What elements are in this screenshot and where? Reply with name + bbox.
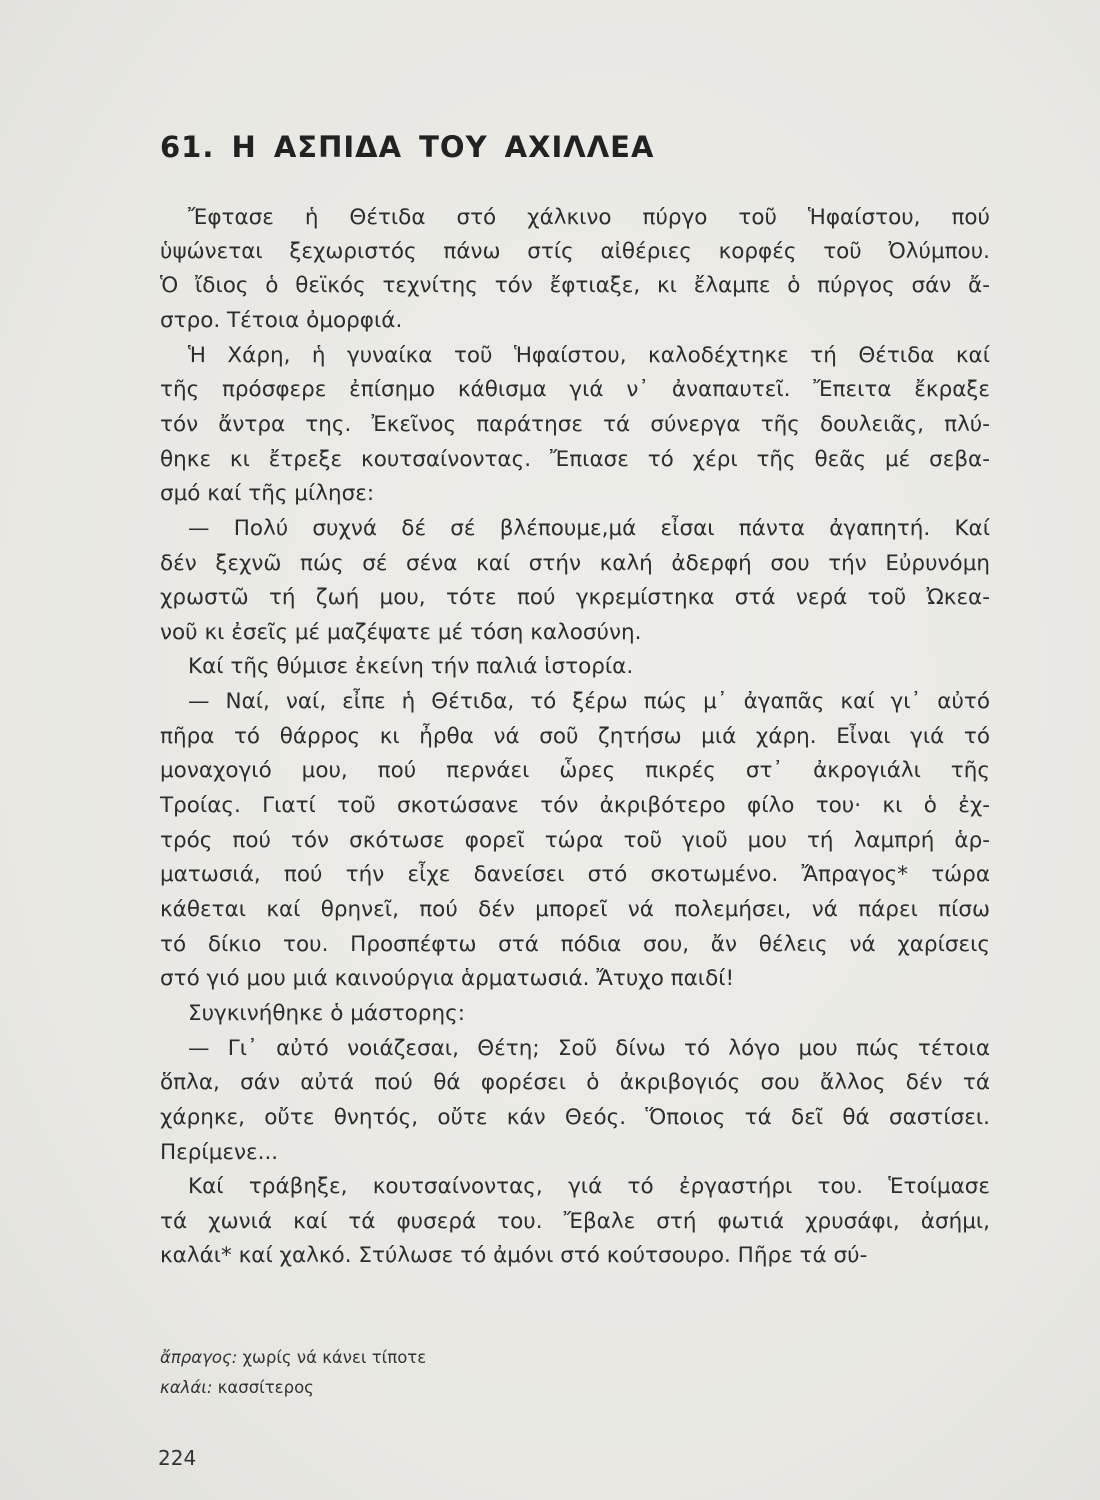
text-line: δέν ξεχνῶ πώς σέ σένα καί στήν καλή ἀδερφή σου τήν Εὐρυνόμη bbox=[160, 551, 990, 576]
footnote bbox=[160, 1373, 426, 1403]
text-line: Καί τράβηξε, κουτσαίνοντας, γιά τό ἐργαστήρι του. Ἑτοίμασε bbox=[188, 1174, 990, 1199]
footnote-definition: κασσίτερος bbox=[217, 1378, 314, 1397]
text-line: κάθεται καί θρηνεῖ, πού δέν μπορεῖ νά πολεμήσει, νά πάρει πίσω bbox=[160, 897, 990, 922]
text-line: τό δίκιο του. Προσπέφτω στά πόδια σου, ἄν θέλεις νά χαρίσεις bbox=[160, 932, 990, 957]
chapter-title: 61. Η ΑΣΠΙΔΑ ΤΟΥ ΑΧΙΛΛΕΑ bbox=[160, 130, 655, 164]
text-line: στρο. Τέτοια ὀμορφιά. bbox=[160, 308, 403, 333]
footnote-term: ἄπραγος: bbox=[160, 1348, 238, 1367]
text-line: — Ναί, ναί, εἶπε ἡ Θέτιδα, τό ξέρω πώς μ᾽ ἀγαπᾶς καί γι᾽ αὐτό bbox=[188, 689, 990, 714]
text-line: πῆρα τό θάρρος κι ἦρθα νά σοῦ ζητήσω μιά χάρη. Εἶναι γιά τό bbox=[160, 724, 990, 749]
text-line: ὑψώνεται ξεχωριστός πάνω στίς αἰθέριες κορφές τοῦ Ὀλύμπου. bbox=[160, 239, 990, 264]
text-line: τρός πού τόν σκότωσε φορεῖ τώρα τοῦ γιοῦ μου τή λαμπρή ἁρ- bbox=[160, 828, 990, 853]
text-line: Ἡ Χάρη, ἡ γυναίκα τοῦ Ἡφαίστου, καλοδέχτηκε τή Θέτιδα καί bbox=[188, 343, 990, 368]
text-line: νοῦ κι ἐσεῖς μέ μαζέψατε μέ τόση καλοσύνη. bbox=[160, 620, 642, 645]
text-line: τῆς πρόσφερε ἐπίσημο κάθισμα γιά ν᾽ ἀναπαυτεῖ. Ἔπειτα ἔκραξε bbox=[160, 377, 990, 402]
text-line: Ἔφτασε ἡ Θέτιδα στό χάλκινο πύργο τοῦ Ἡφαίστου, πού bbox=[188, 205, 990, 230]
footnote bbox=[160, 1343, 426, 1373]
text-line: ματωσιά, πού τήν εἶχε δανείσει στό σκοτωμένο. Ἄπραγος* τώρα bbox=[160, 862, 990, 887]
text-line: Συγκινήθηκε ὁ μάστορης: bbox=[188, 1001, 465, 1026]
text-line: χάρηκε, οὔτε θνητός, οὔτε κάν Θεός. Ὅποιος τά δεῖ θά σαστίσει. bbox=[160, 1105, 990, 1130]
text-line: μοναχογιό μου, πού περνάει ὧρες πικρές στ᾽ ἀκρογιάλι τῆς bbox=[160, 758, 990, 783]
text-line: τόν ἄντρα της. Ἐκεῖνος παράτησε τά σύνεργα τῆς δουλειᾶς, πλύ- bbox=[160, 412, 990, 437]
footnotes bbox=[160, 1343, 426, 1403]
text-line: Περίμενε... bbox=[160, 1140, 279, 1165]
text-line: τά χωνιά καί τά φυσερά του. Ἔβαλε στή φωτιά χρυσάφι, ἀσήμι, bbox=[160, 1209, 990, 1234]
text-line: καλάι* καί χαλκό. Στύλωσε τό ἀμόνι στό κούτσουρο. Πῆρε τά σύ- bbox=[160, 1243, 868, 1268]
text-line: — Πολύ συχνά δέ σέ βλέπουμε,μά εἶσαι πάντα ἀγαπητή. Καί bbox=[188, 516, 990, 541]
text-line: θηκε κι ἔτρεξε κουτσαίνοντας. Ἔπιασε τό χέρι τῆς θεᾶς μέ σεβα- bbox=[160, 447, 990, 472]
footnote-term: καλάι: bbox=[160, 1378, 213, 1397]
text-line: στό γιό μου μιά καινούργια ἁρματωσιά. Ἄτυχο παιδί! bbox=[160, 966, 735, 991]
footnote-definition: χωρίς νά κάνει τίποτε bbox=[242, 1348, 427, 1367]
text-line: Τροίας. Γιατί τοῦ σκοτώσανε τόν ἀκριβότερο φίλο του· κι ὁ ἐχ- bbox=[160, 793, 990, 818]
text-line: σμό καί τῆς μίλησε: bbox=[160, 481, 375, 506]
text-line: Καί τῆς θύμισε ἐκείνη τήν παλιά ἱστορία. bbox=[188, 654, 634, 679]
text-line: Ὁ ἴδιος ὁ θεϊκός τεχνίτης τόν ἔφτιαξε, κι ἔλαμπε ὁ πύργος σάν ἄ- bbox=[160, 273, 990, 298]
text-line: χρωστῶ τή ζωή μου, τότε πού γκρεμίστηκα στά νερά τοῦ Ὠκεα- bbox=[160, 585, 990, 610]
text-line: — Γι᾽ αὐτό νοιάζεσαι, Θέτη; Σοῦ δίνω τό λόγο μου πώς τέτοια bbox=[188, 1036, 990, 1061]
page-number: 224 bbox=[158, 1446, 197, 1470]
text-line: ὅπλα, σάν αὐτά πού θά φορέσει ὁ ἀκριβογιός σου ἄλλος δέν τά bbox=[160, 1070, 990, 1095]
